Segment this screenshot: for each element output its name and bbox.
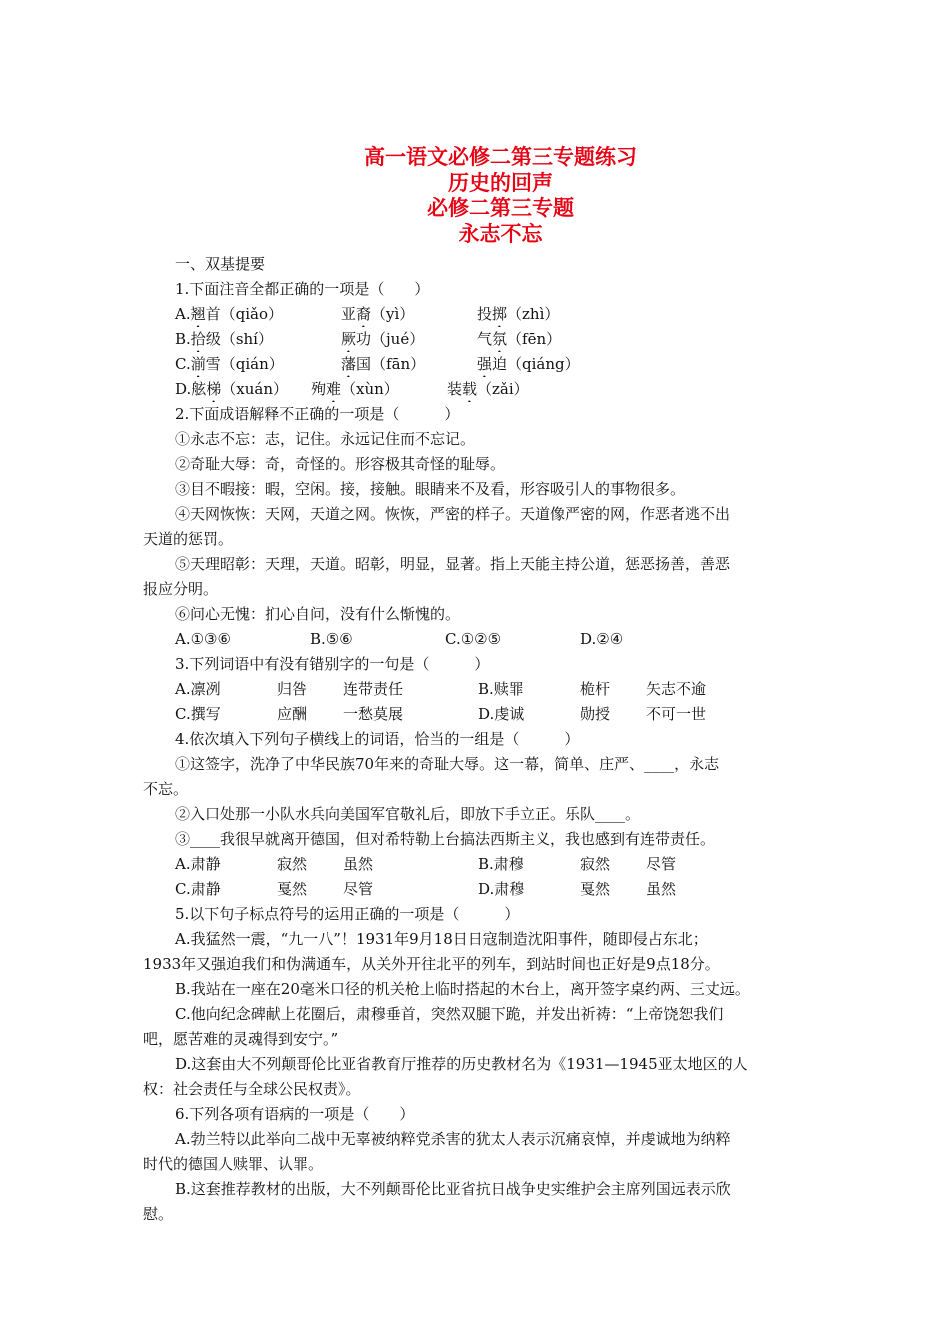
text-span (175, 302, 341, 327)
q2-option-c: C.①②⑤ (445, 630, 502, 648)
text-span: 虽然 (646, 880, 677, 898)
text-span: 一愁莫展 (343, 705, 404, 723)
text-span: 裔 (356, 305, 372, 323)
q4-sentence-2: ②入口处那一小队水兵向美国军官敬礼后，即放下手立正。乐队____。 (175, 805, 641, 823)
text-span: 戛然 (580, 880, 611, 898)
text-span: 矢志不逾 (646, 680, 707, 698)
text-span: （xuán） (221, 380, 289, 398)
q6-option-b-cont: 慰。 (143, 1205, 174, 1223)
text-span: 殉 (311, 380, 327, 398)
text-span (341, 302, 477, 327)
subtitle-1: 历史的回声 (448, 170, 553, 195)
q6-option-a: A.勃兰特以此举向二战中无辜被纳粹党杀害的犹太人表示沉痛哀悼，并虔诚地为纳粹 (175, 1130, 731, 1148)
text-span: （yì） (371, 305, 415, 323)
q5-stem: 5.以下句子标点符号的运用正确的一项是（ ） (175, 905, 520, 923)
q2-item-4-cont: 天道的惩罚。 (143, 530, 234, 548)
q5-option-a: A.我猛然一震，“九一八”！1931年9月18日日寇制造沈阳事件，随即侵占东北； (175, 930, 708, 948)
text-span: 氛 (492, 330, 508, 348)
text-span: D.虔诚 (478, 705, 525, 723)
q4-row-1 (143, 852, 808, 877)
text-span: D. (175, 380, 192, 398)
text-span: 归咎 (277, 680, 308, 698)
text-span: 翘 (190, 305, 206, 323)
q1-stem: 1.下面注音全都正确的一项是（ ） (175, 280, 430, 298)
q1-option-b (143, 327, 808, 352)
q2-item-1: ①永志不忘：志，记住。永远记住而不忘记。 (175, 430, 476, 448)
text-span: 尽管 (343, 880, 374, 898)
text-span (447, 377, 529, 402)
q3-stem: 3.下列词语中有没有错别字的一句是（ ） (175, 655, 490, 673)
text-span: B.肃穆 (478, 855, 524, 873)
q2-item-4: ④天网恢恢：天网，天道之网。恢恢，严密的样子。天道像严密的网，作恶者逃不出 (175, 505, 731, 523)
text-span: B. (175, 330, 191, 348)
text-span: 梯 (206, 380, 222, 398)
text-span: （zǎi） (477, 380, 529, 398)
q2-item-5: ⑤天理昭彰：天理，天道。昭彰，明显，显著。指上天能主持公道，惩恶扬善，善恶 (175, 555, 731, 573)
text-span: 桅杆 (580, 680, 611, 698)
text-span: 勋授 (580, 705, 611, 723)
text-span: 拾 (190, 330, 206, 348)
text-span (341, 352, 477, 377)
text-span: （zhì） (507, 305, 560, 323)
main-title: 高一语文必修二第三专题练习 (364, 145, 637, 169)
text-span: 载 (462, 380, 478, 398)
q2-options (143, 627, 808, 652)
text-span: 掷 (492, 305, 508, 323)
q2-option-a: A.①③⑥ (175, 630, 231, 648)
text-span: 舷 (191, 380, 207, 398)
text-span: 应酬 (277, 705, 308, 723)
text-span (477, 352, 580, 377)
text-span: （xùn） (341, 380, 399, 398)
q2-item-3: ③目不暇接：暇，空闲。接，接触。眼睛来不及看，形容吸引人的事物很多。 (175, 480, 686, 498)
q2-option-b: B.⑤⑥ (310, 630, 353, 648)
q2-item-5-cont: 报应分明。 (143, 580, 219, 598)
text-span: 功（jué） (356, 330, 425, 348)
text-span: A.凛冽 (175, 680, 221, 698)
text-span: A.肃静 (175, 855, 221, 873)
q4-row-2 (143, 877, 808, 902)
document-page (143, 145, 808, 1227)
q1-option-a (143, 302, 808, 327)
text-span: 寂然 (580, 855, 611, 873)
text-span: 雪（qián） (205, 355, 284, 373)
text-span: 投 (477, 305, 493, 323)
q4-sentence-1: ①这签字，洗净了中华民族70年来的奇耻大辱。这一幕，简单、庄严、____，永志 (175, 755, 720, 773)
text-span: 厥 (341, 330, 357, 348)
text-span (311, 377, 447, 402)
text-span: 寂然 (277, 855, 308, 873)
text-span: C.肃静 (175, 880, 221, 898)
text-span: （fēn） (507, 330, 562, 348)
title-block (193, 145, 808, 247)
q3-row-2 (143, 702, 808, 727)
text-span: D.肃穆 (478, 880, 525, 898)
text-span (341, 327, 477, 352)
q5-option-d: D.这套由大不列颠哥伦比亚省教育厅推荐的历史教材名为《1931—1945亚太地区的人 (175, 1055, 748, 1073)
text-span: 连带责任 (343, 680, 404, 698)
section-heading: 一、双基提要 (175, 255, 266, 273)
subtitle-2: 必修二第三专题 (427, 196, 574, 220)
q1-option-c (143, 352, 808, 377)
text-span (477, 327, 561, 352)
q2-item-2: ②奇耻大辱：奇，奇怪的。形容极其奇怪的耻辱。 (175, 455, 506, 473)
text-span: 亚 (341, 305, 357, 323)
subtitle-3: 永志不忘 (458, 221, 543, 246)
q2-item-6: ⑥问心无愧：扪心自问，没有什么惭愧的。 (175, 605, 461, 623)
text-span: 气 (477, 330, 493, 348)
q1-option-d (143, 377, 808, 402)
q5-option-d-cont: 权：社会责任与全球公民权责》。 (143, 1080, 361, 1098)
text-span (175, 377, 311, 402)
text-span: 藩 (341, 355, 357, 373)
q5-option-b: B.我站在一座在20毫米口径的机关枪上临时搭起的木台上，离开签字桌约两、三丈远。 (175, 980, 750, 998)
text-span: B.赎罪 (478, 680, 524, 698)
q5-option-a-cont: 1933年又强迫我们和伪满通车，从关外开往北平的列车，到站时间也正好是9点18分。 (143, 955, 720, 973)
q5-option-c: C.他向纪念碑献上花圈后，肃穆垂首，突然双腿下跪，并发出祈祷：“上帝饶恕我们 (175, 1005, 724, 1023)
text-span: 装 (447, 380, 463, 398)
text-span (175, 352, 341, 377)
text-span: 首（qiǎo） (205, 305, 283, 323)
text-span (477, 302, 559, 327)
text-span: 不可一世 (646, 705, 707, 723)
text-span: 虽然 (343, 855, 374, 873)
text-span: 难 (326, 380, 342, 398)
q4-stem: 4.依次填入下列句子横线上的词语，恰当的一组是（ ） (175, 730, 580, 748)
q2-stem: 2.下面成语解释不正确的一项是（ ） (175, 405, 460, 423)
text-span: 尽管 (646, 855, 677, 873)
q6-stem: 6.下列各项有语病的一项是（ ） (175, 1105, 415, 1123)
text-span: 迫（qiáng） (492, 355, 580, 373)
q5-option-c-cont: 吧，愿苦难的灵魂得到安宁。” (143, 1030, 339, 1048)
text-span: 国（fān） (356, 355, 426, 373)
text-span: C.撰写 (175, 705, 221, 723)
text-span: 湔 (190, 355, 206, 373)
exercise-content (143, 252, 808, 1227)
text-span: A. (175, 305, 191, 323)
text-span: 强 (477, 355, 493, 373)
text-span: 级（shí） (205, 330, 273, 348)
q2-option-d: D.②④ (580, 630, 624, 648)
q4-sentence-1-cont: 不忘。 (143, 780, 189, 798)
q6-option-a-cont: 时代的德国人赎罪、认罪。 (143, 1155, 324, 1173)
q4-sentence-3: ③____我很早就离开德国，但对希特勒上台搞法西斯主义，我也感到有连带责任。 (175, 830, 716, 848)
text-span: C. (175, 355, 191, 373)
q6-option-b: B.这套推荐教材的出版，大不列颠哥伦比亚省抗日战争史实维护会主席列国远表示欣 (175, 1180, 731, 1198)
q3-row-1 (143, 677, 808, 702)
text-span: 戛然 (277, 880, 308, 898)
text-span (175, 327, 341, 352)
